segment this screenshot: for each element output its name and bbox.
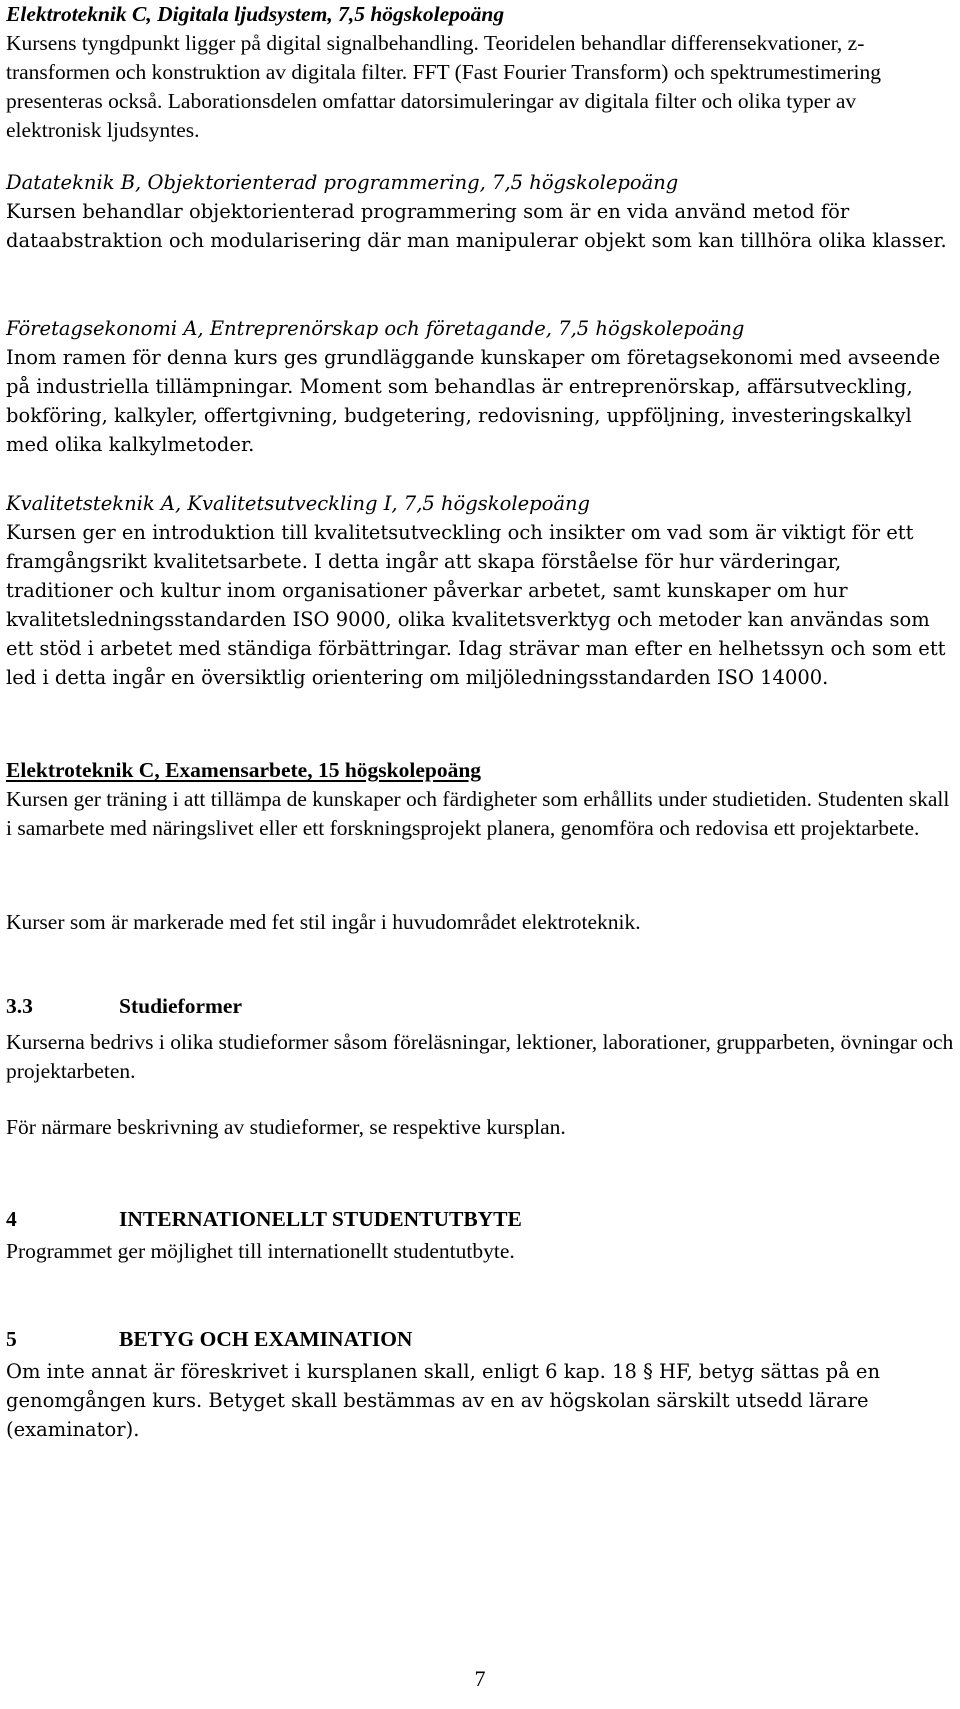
page-number: 7	[474, 1666, 486, 1691]
course-block-digitala-ljudsystem	[6, 0, 954, 145]
section-title: BETYG OCH EXAMINATION	[119, 1327, 413, 1351]
course-title: Elektroteknik C, Digitala ljudsystem, 7,5 högskolepoäng	[6, 2, 505, 26]
section-heading	[6, 1205, 954, 1234]
course-description: Inom ramen för denna kurs ges grundläggande kunskaper om företagsekonomi med avseende på industriella tillämpningar. Moment som behandlas är entreprenörskap, affärsutveckling, bokföring, kalkyler, offertgivning, budgetering, redovisning, uppföljning, investeringskalkyl med olika kalkylmetoder.	[6, 346, 941, 456]
section-heading	[6, 1325, 954, 1354]
section-4	[6, 1205, 954, 1266]
course-description: Kursens tyngdpunkt ligger på digital signalbehandling. Teoridelen behandlar differensekvationer, z-transformen och konstruktion av digitala filter. FFT (Fast Fourier Transform) och spektrumestimering presenteras också. Laborationsdelen omfattar datorsimuleringar av digitala filter och olika typer av elektronisk ljudsyntes.	[6, 31, 882, 142]
section-number: 4	[6, 1207, 17, 1231]
course-description: Kursen behandlar objektorienterad programmering som är en vida använd metod för dataabstraktion och modularisering där man manipulerar objekt som kan tillhöra olika klasser.	[6, 200, 947, 252]
section-number: 5	[6, 1327, 17, 1351]
course-description: Kursen ger en introduktion till kvalitetsutveckling och insikter om vad som är viktigt för ett framgångsrikt kvalitetsarbete. I detta ingår att skapa förståelse för hur värderingar, traditioner och kultur inom organisationer påverkar arbetet, samt kunskaper om hur kvalitetsledningsstandarden ISO 9000, olika kvalitetsverktyg och metoder kan användas som ett stöd i arbetet med ständiga förbättringar. Idag strävar man efter en helhetssyn och som ett led i detta ingår en översiktlig orientering om miljöledningsstandarden ISO 14000.	[6, 521, 946, 689]
section-title: Studieformer	[119, 994, 242, 1018]
section-heading	[6, 992, 954, 1021]
course-title: Elektroteknik C, Examensarbete, 15 högskolepoäng	[6, 758, 482, 782]
section-title: INTERNATIONELLT STUDENTUTBYTE	[119, 1207, 522, 1231]
section-5	[6, 1325, 954, 1444]
section-paragraph: Programmet ger möjlighet till internationellt studentutbyte.	[6, 1239, 515, 1263]
section-number: 3.3	[6, 994, 33, 1018]
section-3-3	[6, 992, 954, 1142]
course-block-objektorienterad-programmering	[6, 168, 954, 255]
section-paragraph: För närmare beskrivning av studieformer, se respektive kursplan.	[6, 1115, 566, 1139]
course-title: Företagsekonomi A, Entreprenörskap och företagande, 7,5 högskolepoäng	[6, 317, 745, 340]
course-title: Datateknik B, Objektorienterad programmering, 7,5 högskolepoäng	[6, 171, 679, 194]
section-paragraph: Om inte annat är föreskrivet i kursplanen skall, enligt 6 kap. 18 § HF, betyg sättas på en genomgången kurs. Betyget skall bestämmas av en av högskolan särskilt utsedd lärare (examinator).	[6, 1360, 881, 1441]
section-paragraph: Kurserna bedrivs i olika studieformer såsom föreläsningar, lektioner, laborationer, grupparbeten, övningar och projektarbeten.	[6, 1030, 954, 1083]
course-block-kvalitetsutveckling	[6, 489, 954, 692]
main-field-note: Kurser som är markerade med fet stil ingår i huvudområdet elektroteknik.	[6, 910, 641, 934]
course-block-entreprenorskap	[6, 314, 954, 459]
course-title: Kvalitetsteknik A, Kvalitetsutveckling I, 7,5 högskolepoäng	[6, 492, 591, 515]
course-block-examensarbete	[6, 756, 954, 843]
course-description: Kursen ger träning i att tillämpa de kunskaper och färdigheter som erhållits under studietiden. Studenten skall i samarbete med näringslivet eller ett forskningsprojekt planera, genomföra och redovisa ett projektarbete.	[6, 787, 950, 840]
